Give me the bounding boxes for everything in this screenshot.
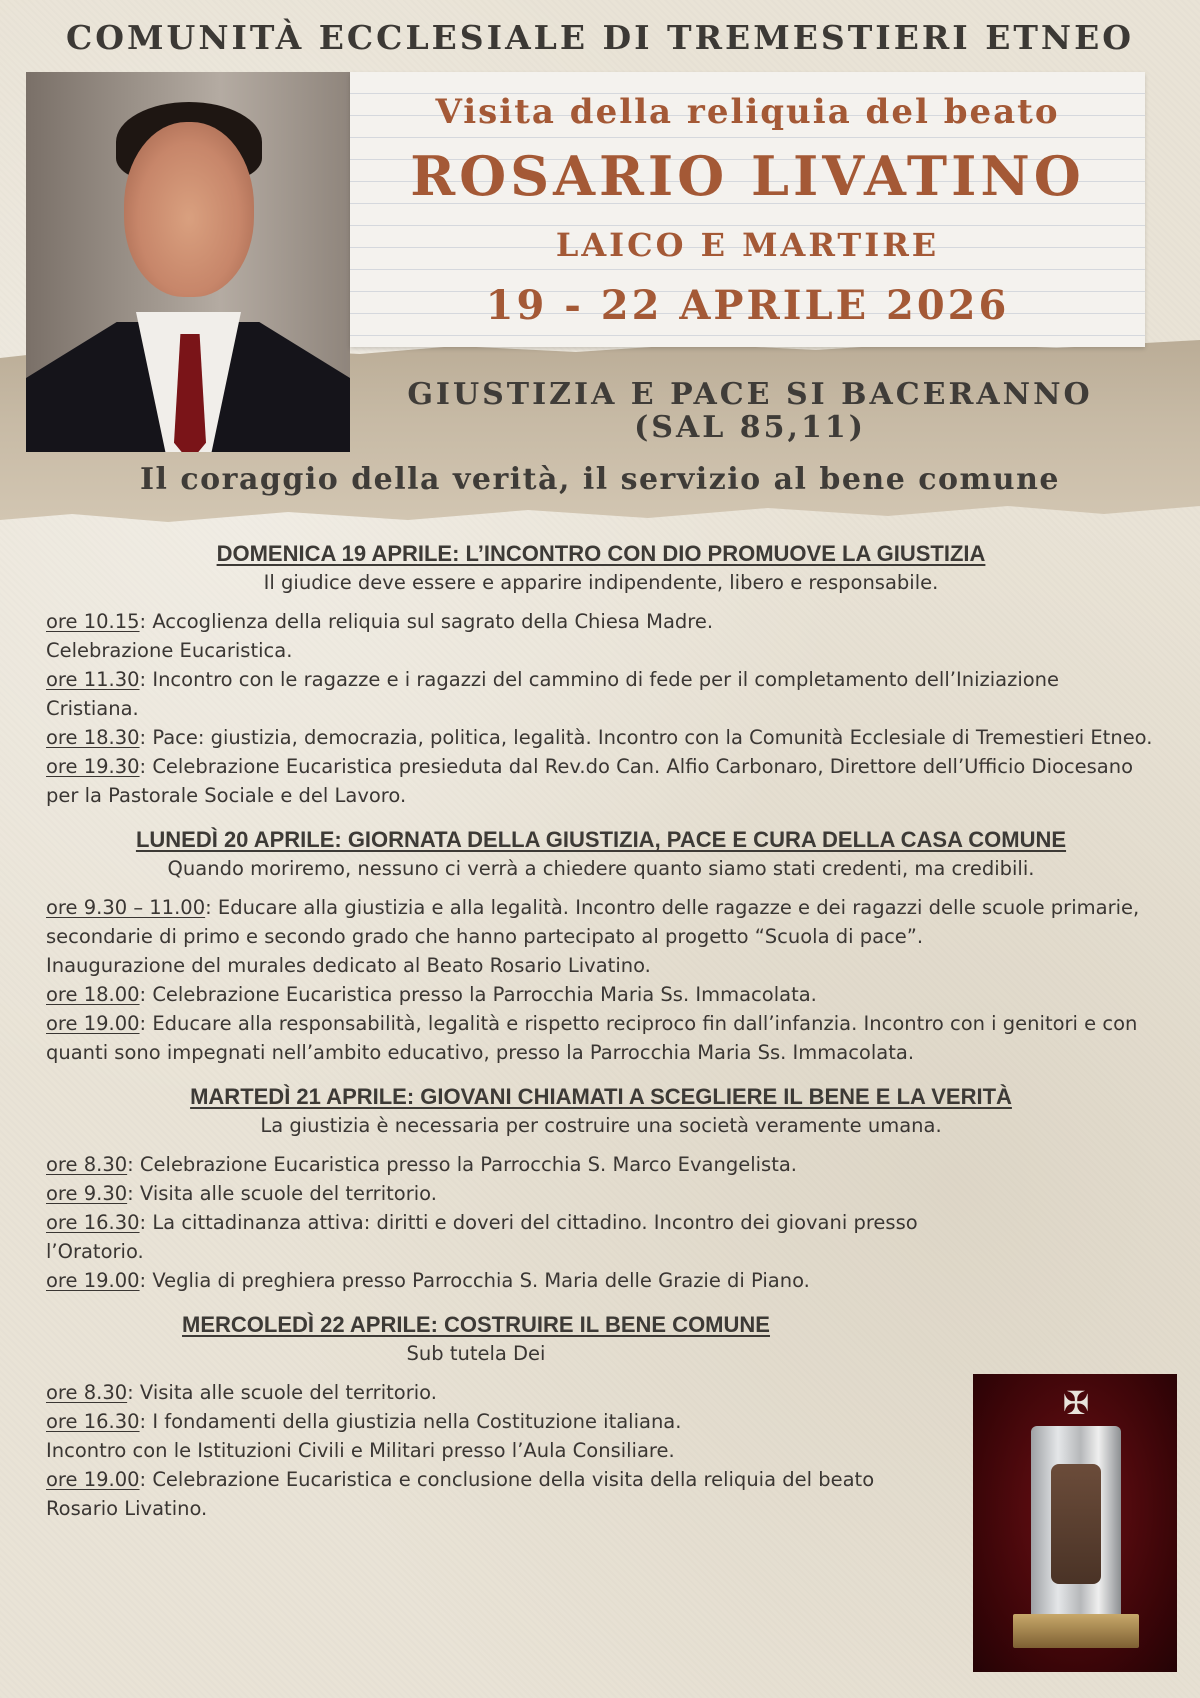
- event-time: ore 18.30: [46, 726, 140, 749]
- list-item: [46, 1208, 1006, 1266]
- event-time: ore 9.30: [46, 1182, 128, 1205]
- event-time: ore 11.30: [46, 668, 140, 691]
- event-time: ore 8.30: [46, 1381, 128, 1404]
- day-sunday: [46, 538, 1156, 810]
- day-quote: Il giudice deve essere e apparire indipendente, libero e responsabile.: [263, 571, 939, 594]
- list-item: [46, 723, 1156, 752]
- event-text: : Celebrazione Eucaristica presso la Parrocchia Maria Ss. Immacolata.: [139, 983, 817, 1006]
- list-item: [46, 980, 1156, 1009]
- day-heading: LUNEDÌ 20 APRILE: GIORNATA DELLA GIUSTIZIA, PACE E CURA DELLA CASA COMUNE: [135, 827, 1067, 852]
- event-text: : Visita alle scuole del territorio.: [127, 1381, 437, 1404]
- subtitle: Il coraggio della verità, il servizio al bene comune: [140, 462, 1060, 497]
- event-time: ore 10.15: [46, 610, 140, 633]
- reliquary-cloth: [1051, 1464, 1101, 1584]
- event-time: ore 16.30: [46, 1211, 140, 1234]
- event-dates: 19 - 22 APRILE 2026: [485, 282, 1010, 329]
- motto-reference: (SAL 85,11): [634, 410, 866, 445]
- list-item: [46, 1378, 946, 1407]
- list-item: [46, 1266, 1156, 1295]
- day-wednesday: [46, 1309, 946, 1523]
- list-item: [46, 665, 1156, 723]
- day-quote: La giustizia è necessaria per costruire una società veramente umana.: [260, 1114, 942, 1137]
- list-item: [46, 752, 1156, 810]
- event-text: : La cittadinanza attiva: diritti e doveri del cittadino. Incontro dei giovani presso l’Oratorio.: [46, 1211, 918, 1263]
- day-heading: MERCOLEDÌ 22 APRILE: COSTRUIRE IL BENE COMUNE: [182, 1312, 770, 1337]
- list-item: [46, 1436, 946, 1465]
- event-time: ore 16.30: [46, 1410, 140, 1433]
- event-time: ore 19.30: [46, 755, 140, 778]
- event-time: ore 19.00: [46, 1012, 140, 1035]
- list-item: [46, 607, 1156, 636]
- list-item: [46, 1150, 1156, 1179]
- event-text: Incontro con le Istituzioni Civili e Militari presso l’Aula Consiliare.: [46, 1439, 675, 1462]
- day-heading: DOMENICA 19 APRILE: L’INCONTRO CON DIO PROMUOVE LA GIUSTIZIA: [216, 541, 986, 566]
- event-text: : Veglia di preghiera presso Parrocchia S. Maria delle Grazie di Piano.: [139, 1269, 810, 1292]
- event-text: : Visita alle scuole del territorio.: [127, 1182, 437, 1205]
- role-line: LAICO E MARTIRE: [555, 226, 940, 264]
- event-text: Inaugurazione del murales dedicato al Beato Rosario Livatino.: [46, 954, 651, 977]
- event-text: Celebrazione Eucaristica.: [46, 639, 293, 662]
- event-text: : Celebrazione Eucaristica presso la Parrocchia S. Marco Evangelista.: [127, 1153, 797, 1176]
- portrait-face: [124, 122, 254, 297]
- event-text: : Educare alla responsabilità, legalità e rispetto reciproco fin dall’infanzia. Incontro con i genitori e con quanti sono impegnati nell’ambito educativo, presso la Parrocchia Maria Ss. Immacolata.: [46, 1012, 1138, 1064]
- day-monday: [46, 824, 1156, 1067]
- day-quote: Quando moriremo, nessuno ci verrà a chiedere quanto siamo stati credenti, ma credibili.: [167, 857, 1035, 880]
- cross-icon: ✠: [1062, 1384, 1090, 1422]
- event-text: : Pace: giustizia, democrazia, politica, legalità. Incontro con la Comunità Ecclesiale di Tremestieri Etneo.: [139, 726, 1153, 749]
- list-item: [46, 636, 1156, 665]
- event-time: ore 19.00: [46, 1269, 140, 1292]
- event-time: ore 18.00: [46, 983, 140, 1006]
- visit-line: Visita della reliquia del beato: [435, 92, 1060, 132]
- list-item: [46, 1009, 1156, 1067]
- list-item: [46, 1465, 946, 1523]
- reliquary-base: [1013, 1614, 1139, 1648]
- day-tuesday: [46, 1081, 1156, 1295]
- event-text: : I fondamenti della giustizia nella Costituzione italiana.: [139, 1410, 682, 1433]
- list-item: [46, 1407, 946, 1436]
- event-text: : Accoglienza della reliquia sul sagrato della Chiesa Madre.: [139, 610, 714, 633]
- list-item: [46, 1179, 1156, 1208]
- list-item: [46, 951, 1156, 980]
- blessed-name: ROSARIO LIVATINO: [410, 144, 1085, 208]
- event-time: ore 19.00: [46, 1468, 140, 1491]
- community-title: COMUNITÀ ECCLESIALE DI TREMESTIERI ETNEO: [66, 18, 1134, 57]
- day-quote: Sub tutela Dei: [406, 1342, 546, 1365]
- event-text: : Incontro con le ragazze e i ragazzi del cammino di fede per il completamento dell’Iniziazione Cristiana.: [46, 668, 1060, 720]
- event-text: : Celebrazione Eucaristica presieduta dal Rev.do Can. Alfio Carbonaro, Direttore dell’Ufficio Diocesano per la Pastorale Sociale e del Lavoro.: [46, 755, 1134, 807]
- reliquary-photo: [973, 1374, 1177, 1672]
- list-item: [46, 893, 1156, 951]
- portrait-photo: [26, 72, 350, 452]
- event-text: : Educare alla giustizia e alla legalità. Incontro delle ragazze e dei ragazzi delle scuole primarie, secondarie di primo e secondo grado che hanno partecipato al progetto “Scuola di pace”.: [46, 896, 1140, 948]
- day-heading: MARTEDÌ 21 APRILE: GIOVANI CHIAMATI A SCEGLIERE IL BENE E LA VERITÀ: [190, 1084, 1012, 1109]
- event-time: ore 9.30 – 11.00: [46, 896, 206, 919]
- event-text: : Celebrazione Eucaristica e conclusione della visita della reliquia del beato Rosario Livatino.: [46, 1468, 875, 1520]
- motto-line: GIUSTIZIA E PACE SI BACERANNO: [407, 377, 1093, 412]
- event-time: ore 8.30: [46, 1153, 128, 1176]
